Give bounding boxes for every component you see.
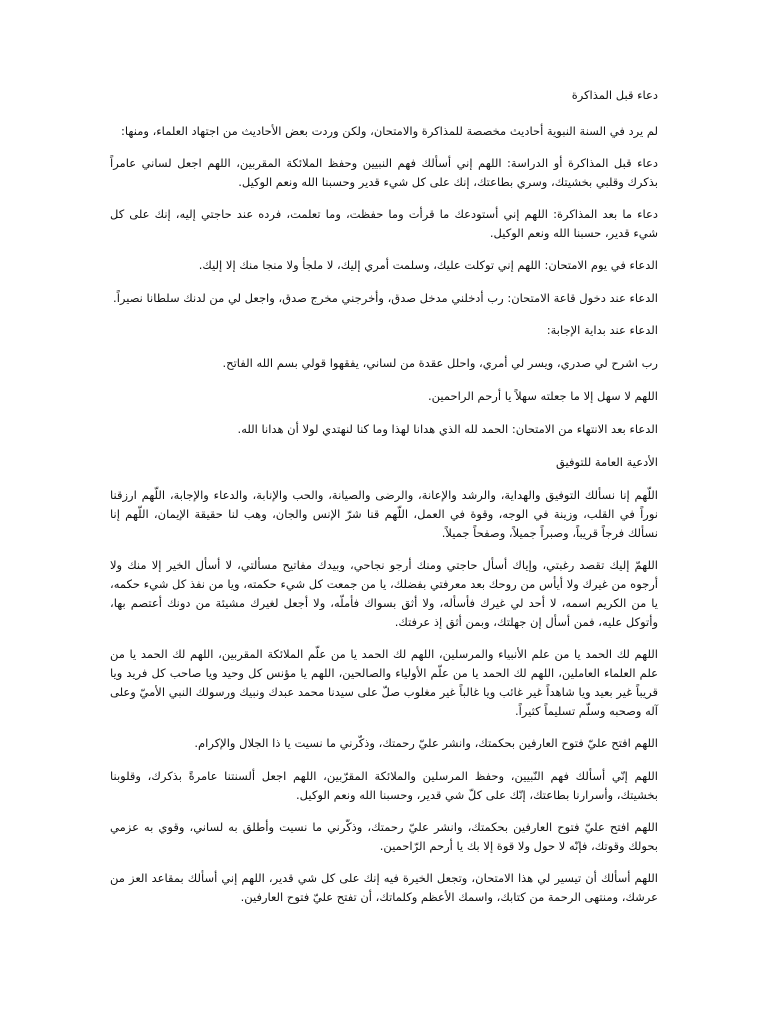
dua-before-study: دعاء قبل المذاكرة أو الدراسة: اللهم إني أسألك فهم النبيين وحفظ الملائكة المقربين، اللهم اجعل لساني عامراً بذكرك وقلبي بخشيتك، وسري بطاعتك، إنك على كل شيء قدير وحسبنا الله ونعم الوكيل. bbox=[110, 156, 658, 189]
dua-start-answer-1: رب اشرح لي صدري، ويسر لي أمري، واحلل عقدة من لساني، يفقهوا قولي بسم الله الفاتح. bbox=[222, 356, 658, 370]
general-dua-3: اللهم لك الحمد يا من علم الأنبياء والمرسلين، اللهم لك الحمد يا من علّم الملائكة المقربين، اللهم لك الحمد يا من علم العلماء العاملين، اللهم لك الحمد يا من علّم الأولياء والصالحين، اللهم يا مؤنس كل وحيد ويا صاحب كل فريد ويا قريباً غير بعيد ويا شاهداً غير غائب ويا غالباً غير مغلوب صلّ على سيدنا محمد عبدك ونبيك ورسولك النبي الأميّ وعلى آله وصحبه وسلّم تسليماً كثيراً. bbox=[110, 647, 658, 718]
dua-exam-day: الدعاء في يوم الامتحان: اللهم إني توكلت عليك، وسلمت أمري إليك، لا ملجأ ولا منجا منك إلا إليك. bbox=[198, 258, 658, 272]
dua-start-answer-heading: الدعاء عند بداية الإجابة: bbox=[546, 323, 658, 337]
general-dua-2: اللهمّ إليك تقصد رغبتي، وإياك أسأل حاجتي ومنك أرجو نجاحي، وبيدك مفاتيح مسألتي، لا أسأل الخير إلا منك ولا أرجوه من غيرك ولا أيأس من روحك بعد معرفتي بفضلك، يا من جمعت كل شيء حكمته، ويا من نفذ كل شيء حكمه، يا من الكريم اسمه، لا أحد لي غيرك فأسأله، ولا أثق بسواك فأملّه، ولا أجعل لغيرك مشيئة من دونك أعتصم بها، وأتوكل عليه، فمن أسأل إن جهلتك، وبمن أثق إذ عرفتك. bbox=[110, 558, 658, 629]
general-duas-heading: الأدعية العامة للتوفيق bbox=[555, 455, 658, 469]
general-dua-5: اللهم إنّي أسألك فهم النّبيين، وحفظ المرسلين والملائكة المقرّبين، اللهم اجعل ألسنتنا عامرةً بذكرك، وقلوبنا بخشيتك، وأسرارنا بطاعتك، إنّك على كلّ شي قدير، وحسبنا الله ونعم الوكيل. bbox=[110, 769, 658, 802]
general-dua-4: اللهم افتح عليّ فتوح العارفين بحكمتك، وانشر عليّ رحمتك، وذكّرني ما نسيت يا ذا الجلال والإكرام. bbox=[194, 736, 658, 750]
document-title: دعاء قبل المذاكرة bbox=[571, 88, 658, 102]
general-dua-6: اللهم افتح عليّ فتوح العارفين بحكمتك، وانشر عليّ رحمتك، وذكّرني ما نسيت وأطلق به لساني، وقوي به عزمي بحولك وقوتك، فإنّه لا حول ولا قوة إلا بك يا أرحم الرّاحمين. bbox=[110, 820, 658, 853]
dua-after-exam: الدعاء بعد الانتهاء من الامتحان: الحمد لله الذي هدانا لهذا وما كنا لنهتدي لولا أن هدانا الله. bbox=[237, 422, 658, 436]
document-page bbox=[110, 86, 658, 920]
general-dua-7: اللهم أسألك أن تيسير لي هذا الامتحان، وتجعل الخيرة فيه إنك على كل شي قدير، اللهم إني أسألك بمقاعد العز من عرشك، ومنتهى الرحمة من كتابك، واسمك الأعظم وكلماتك، أن تفتح عليّ فتوح العارفين. bbox=[110, 871, 658, 904]
intro-paragraph: لم يرد في السنة النبوية أحاديث مخصصة للمذاكرة والامتحان، ولكن وردت بعض الأحاديث من اجتهاد العلماء، ومنها: bbox=[121, 124, 658, 138]
dua-entering-exam-hall: الدعاء عند دخول قاعة الامتحان: رب أدخلني مدخل صدق، وأخرجني مخرج صدق، واجعل لي من لدنك سلطانا نصيراً. bbox=[113, 291, 658, 305]
dua-after-study: دعاء ما بعد المذاكرة: اللهم إني أستودعك ما قرأت وما حفظت، وما تعلمت، فرده عند حاجتي إليه، إنك على كل شيء قدير، حسبنا الله ونعم الوكيل. bbox=[110, 207, 658, 240]
general-dua-1: اللّهم إنا نسألك التوفيق والهداية، والرشد والإعانة، والرضى والصيانة، والحب والإنابة، والدعاء والإجابة، اللّهم ارزقنا نوراً في القلب، وزينة في الوجه، وقوة في العمل، اللّهم قنا شرّ الإنس والجان، وهب لنا حقيقة الإيمان، اللّهم إنا نسألك فرجاً قريباً، وصبراً جميلاً، وصفحاً جميلاً. bbox=[110, 488, 658, 540]
dua-start-answer-2: اللهم لا سهل إلا ما جعلته سهلاً يا أرحم الراحمين. bbox=[428, 389, 658, 403]
